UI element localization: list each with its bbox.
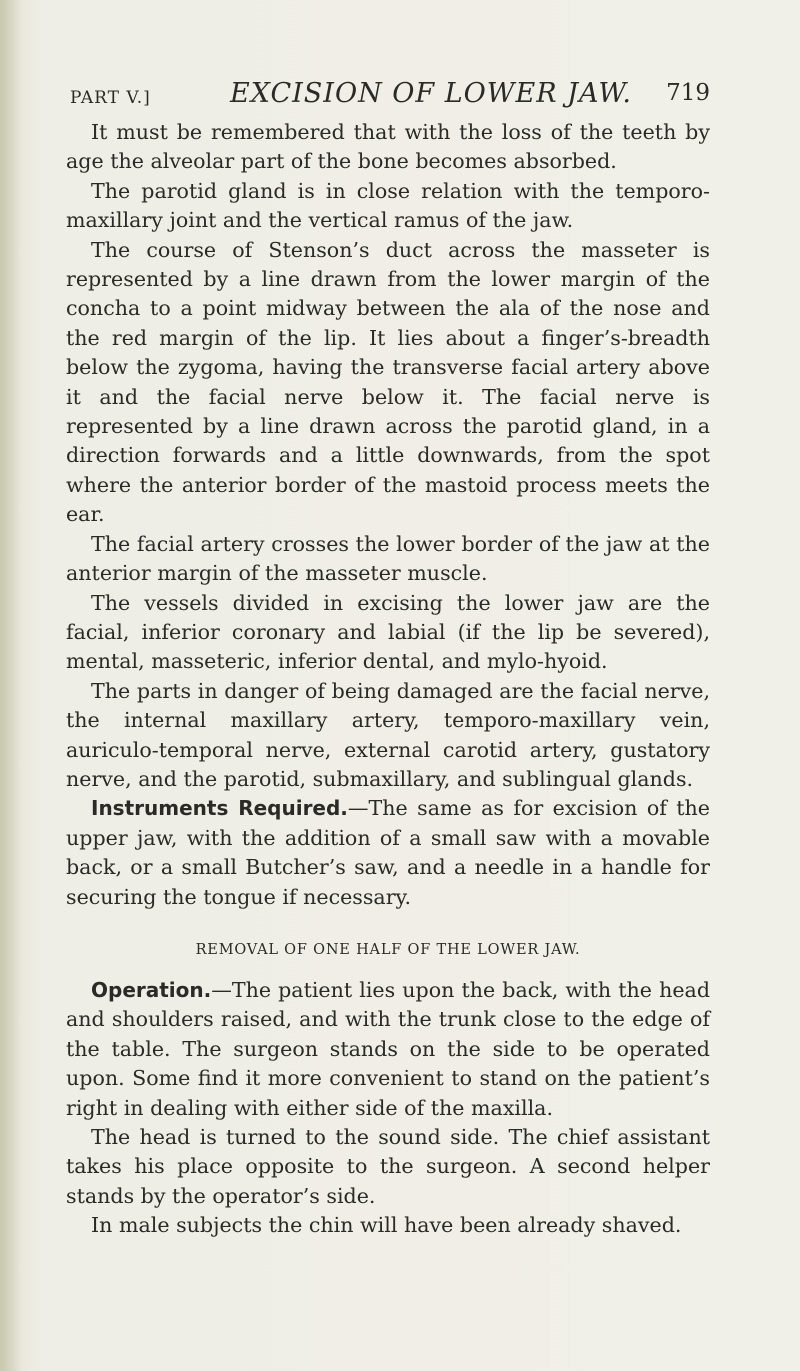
running-header [70,78,710,118]
instruments-heading: Instruments Required. [91,796,348,821]
paragraph-stenson-duct: The course of Stenson’s duct across the masseter is represented by a line drawn from the lower margin of the concha to a point midway between the ala of the nose and the red margin of the lip. It lies about a finger’s-breadth below the zygoma, having the transverse facial artery above it and the facial nerve below it. The facial nerve is represented by a line drawn across the parotid gland, in a direction forwards and a little downwards, from the spot where the anterior border of the mastoid process meets the ear. [66,237,710,527]
operation-heading: Operation. [91,977,212,1002]
page-title: EXCISION OF LOWER JAW. [230,78,633,109]
body-text [66,118,710,1241]
part-label: PART V.] [70,88,151,108]
paragraph-facial-artery: The facial artery crosses the lower border of the jaw at the anterior margin of the masseter muscle. [66,531,710,586]
paragraph-instruments [66,794,710,912]
section-title: REMOVAL OF ONE HALF OF THE LOWER JAW. [195,941,581,958]
paragraph-shaved: In male subjects the chin will have been already shaved. [91,1213,682,1238]
paragraph-operation [66,976,710,1123]
page-number: 719 [666,80,710,106]
paragraph-vessels: The vessels divided in excising the lower jaw are the facial, inferior coronary and labial (if the lip be severed), mental, masseteric, inferior dental, and mylo-hyoid. [66,590,710,674]
instruments-text: —The same as for excision of the upper jaw, with the addition of a small saw with a movable back, or a small Butcher’s saw, and a needle in a handle for securing the tongue if necessary. [66,796,710,909]
paragraph-parotid: The parotid gland is in close relation with the temporo-maxillary joint and the vertical ramus of the jaw. [66,178,710,233]
paragraph-alveolar: It must be remembered that with the loss of the teeth by age the alveolar part of the bone becomes absorbed. [66,120,710,174]
spine-shadow [0,0,22,1371]
paragraph-head-turned: The head is turned to the sound side. The chief assistant takes his place opposite to the surgeon. A second helper stands by the operator’s side. [66,1125,710,1208]
operation-text: —The patient lies upon the back, with the head and shoulders raised, and with the trunk close to the edge of the table. The surgeon stands on the side to be operated upon. Some find it more convenient to stand on the patient’s right in dealing with either side of the maxilla. [66,977,710,1120]
paragraph-danger: The parts in danger of being damaged are the facial nerve, the internal maxillary artery, temporo-maxillary vein, auriculo-temporal nerve, external carotid artery, gustatory nerve, and the parotid, submaxillary, and sublingual glands. [66,678,710,791]
